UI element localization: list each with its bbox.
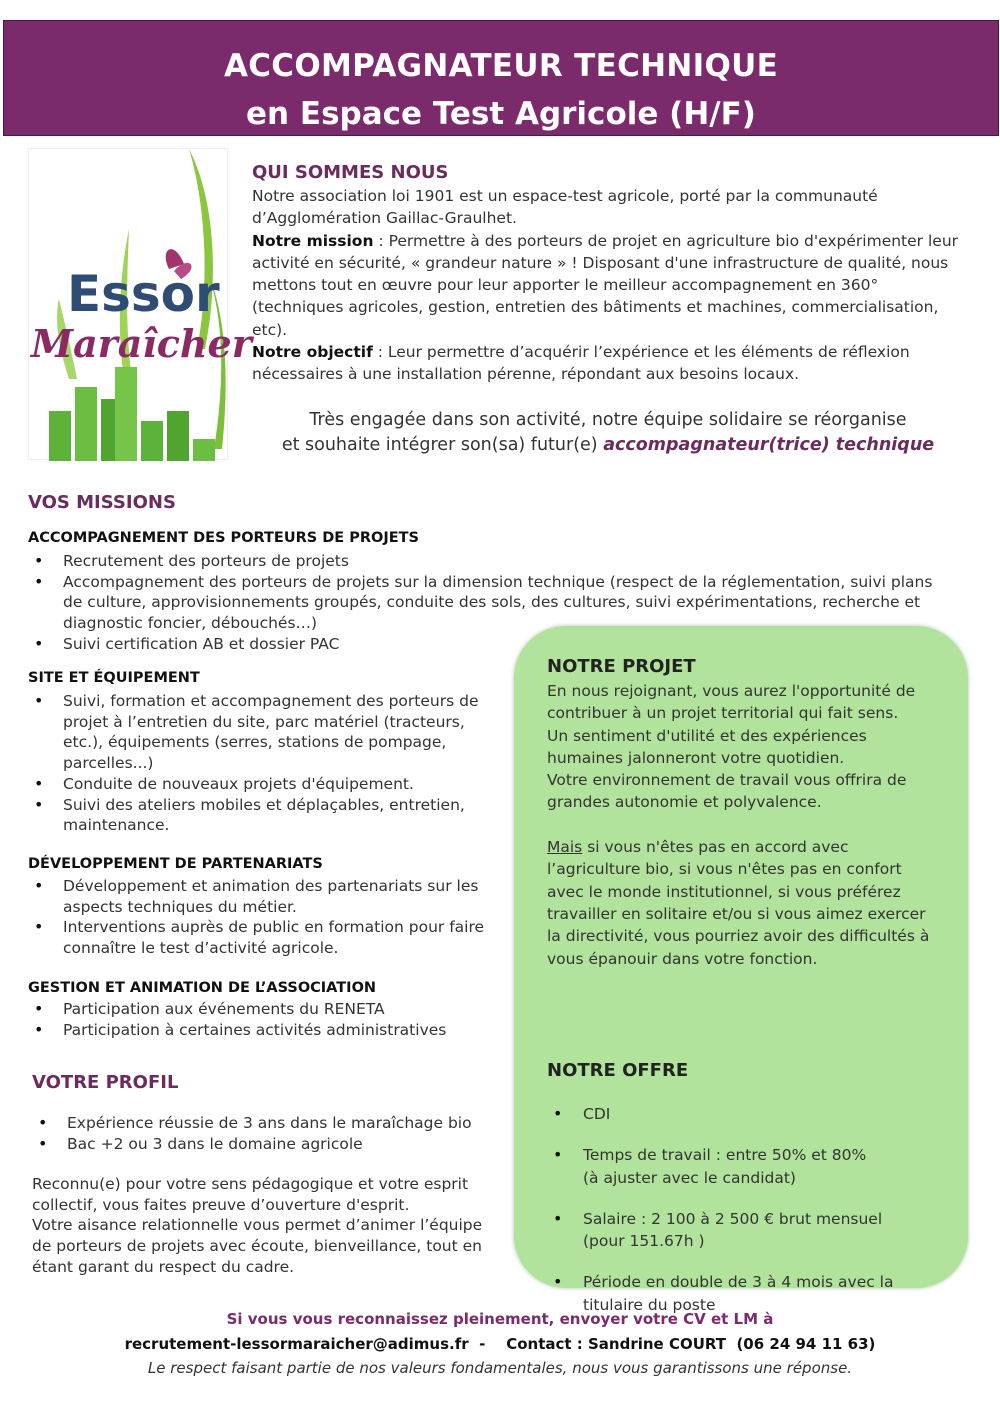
job-title-line2: en Espace Test Agricole (H/F) <box>246 96 756 132</box>
profile-text: Reconnu(e) pour votre sens pédagogique et votre esprit collectif, vous faites preuve d’ouverture d'esprit. Votre aisance relationnelle vous permet d’animer l’équipe de porteurs de projets avec écoute, bienveillance, tout en étant garant du respect du cadre. <box>32 1175 483 1276</box>
footer-contact-line <box>0 1335 1000 1353</box>
objective-label: Notre objectif <box>252 343 373 362</box>
essor-maraicher-logo <box>28 148 252 460</box>
mission-text: : Permettre à des porteurs de projet en agriculture bio d'expérimenter leur activité en sécurité, « grandeur nature » ! Disposant d'une infrastructure de qualité, nous mettons tout en œuvre pour leur apporter le meilleur accompagnement en 360° (techniques agricoles, gestion, entretien des bâtiments et machines, commercialisation, etc). <box>252 231 959 339</box>
list-item: • Suivi certification AB et dossier PAC <box>28 634 938 655</box>
mission-group-list <box>28 999 508 1040</box>
project-title: NOTRE PROJET <box>547 656 696 677</box>
project-but: Mais <box>547 838 583 857</box>
list-item: • CDI <box>547 1103 947 1125</box>
engaged-highlight: accompagnateur(trice) technique <box>603 435 935 455</box>
about-title: QUI SOMMES NOUS <box>252 162 449 183</box>
contact-person: Contact : Sandrine COURT (06 24 94 11 63) <box>506 1335 876 1353</box>
list-item: • Recrutement des porteurs de projets <box>28 551 938 572</box>
list-item: • Temps de travail : entre 50% et 80% (à ajuster avec le candidat) <box>547 1144 947 1189</box>
footer-note: Le respect faisant partie de nos valeurs fondamentales, nous vous garantissons une réponse. <box>147 1359 853 1377</box>
mission-group-heading: ACCOMPAGNEMENT DES PORTEURS DE PROJETS <box>28 530 419 546</box>
list-item: • Expérience réussie de 3 ans dans le maraîchage bio <box>32 1113 512 1134</box>
mission-group-heading: DÉVELOPPEMENT DE PARTENARIATS <box>28 856 323 872</box>
project-p2: Un sentiment d'utilité et des expériences humaines jalonneront votre quotidien. <box>547 726 867 767</box>
about-intro: Notre association loi 1901 est un espace-test agricole, porté par la communauté d’Agglomération Gaillac-Graulhet. <box>252 187 878 228</box>
about-text <box>252 185 964 386</box>
footer-cta: Si vous vous reconnaissez pleinement, envoyer votre CV et LM à <box>226 1310 774 1328</box>
contact-email[interactable]: recrutement-lessormaraicher@adimus.fr <box>124 1335 469 1353</box>
project-text <box>547 680 939 970</box>
project-p3: Votre environnement de travail vous offrira de grandes autonomie et polyvalence. <box>547 771 907 812</box>
profile-list <box>32 1113 512 1154</box>
list-item: • Accompagnement des porteurs de projets sur la dimension technique (respect de la réglementation, suivi plans de culture, approvisionnements groupés, conduite des sols, des cultures, suivi expérimentations, recherche et diagnostic foncier, débouchés…) <box>28 572 938 634</box>
footer-separator: - <box>468 1335 507 1353</box>
list-item: • Conduite de nouveaux projets d'équipement. <box>28 774 508 795</box>
list-item: • Interventions auprès de public en formation pour faire connaître le test d’activité agricole. <box>28 917 508 958</box>
profile-title: VOTRE PROFIL <box>32 1072 179 1093</box>
offer-title: NOTRE OFFRE <box>547 1060 689 1081</box>
logo-graphic <box>29 149 252 461</box>
logo-word-essor: Essor <box>67 265 220 323</box>
list-item: • Participation aux événements du RENETA <box>28 999 508 1020</box>
list-item: • Suivi des ateliers mobiles et déplaçables, entretien, maintenance. <box>28 795 508 836</box>
list-item: • Suivi, formation et accompagnement des porteurs de projet à l’entretien du site, parc matériel (tracteurs, etc.), équipements (serres, stations de pompage, parcelles...) <box>28 691 508 774</box>
project-p4: si vous n'êtes pas en accord avec l’agriculture bio, si vous n'êtes pas en confort avec le monde institutionnel, si vous préférez travailler en solitaire et/ou si vous aimez exercer la directivité, vous pourriez avoir des difficultés à vous épanouir dans votre fonction. <box>547 838 930 968</box>
mission-group-heading: SITE ET ÉQUIPEMENT <box>28 670 200 686</box>
engaged-line1: Très engagée dans son activité, notre équipe solidaire se réorganise <box>309 410 907 430</box>
missions-title: VOS MISSIONS <box>28 492 176 513</box>
objective-text: : Leur permettre d’acquérir l’expérience et les éléments de réflexion nécessaires à une installation pérenne, répondant aux besoins locaux. <box>252 343 910 384</box>
logo-word-maraicher: Maraîcher <box>31 321 252 366</box>
list-item: • Bac +2 ou 3 dans le domaine agricole <box>32 1134 512 1155</box>
project-p1: En nous rejoignant, vous aurez l'opportunité de contribuer à un projet territorial qui fait sens. <box>547 682 916 723</box>
mission-group-list <box>28 876 508 959</box>
list-item: • Participation à certaines activités administratives <box>28 1020 508 1041</box>
mission-group-list <box>28 691 508 836</box>
offer-list <box>547 1084 947 1335</box>
mission-group-heading: GESTION ET ANIMATION DE L’ASSOCIATION <box>28 980 377 996</box>
header-banner <box>3 20 999 136</box>
engaged-statement <box>252 408 964 458</box>
job-title-line1: ACCOMPAGNATEUR TECHNIQUE <box>223 48 779 84</box>
engaged-line2: et souhaite intégrer son(sa) futur(e) <box>281 435 604 455</box>
list-item: • Développement et animation des partenariats sur les aspects techniques du métier. <box>28 876 508 917</box>
project-offer-panel <box>514 626 968 1314</box>
list-item: • Salaire : 2 100 à 2 500 € brut mensuel (pour 151.67h ) <box>547 1208 947 1253</box>
mission-label: Notre mission <box>252 231 374 250</box>
list-item: • Période en double de 3 à 4 mois avec la titulaire du poste <box>547 1271 947 1316</box>
